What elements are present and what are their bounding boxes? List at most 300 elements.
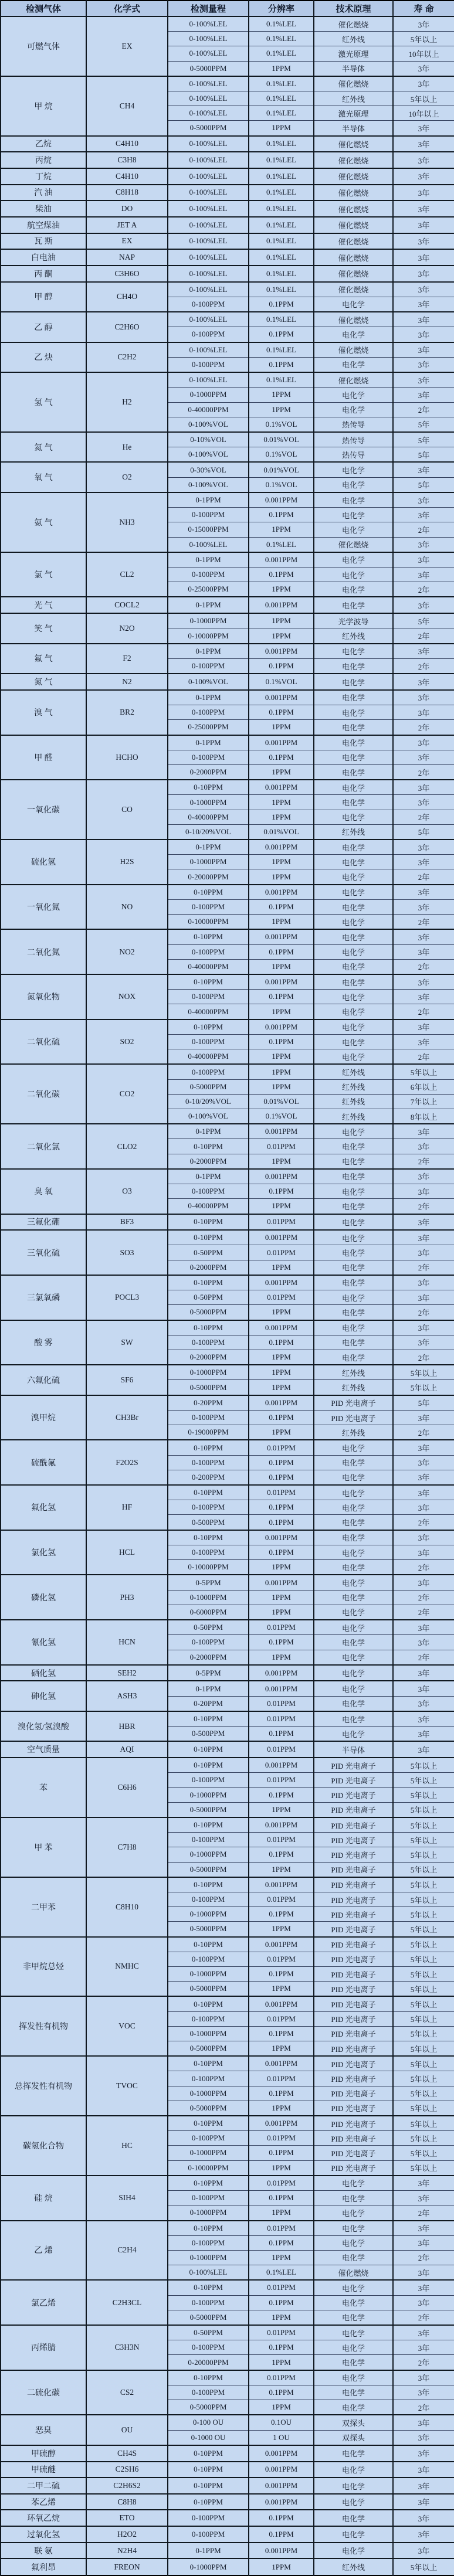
principle-cell: PID 光电离子 <box>314 1982 393 1997</box>
gas-name-cell: 一氧化碳 <box>1 780 86 840</box>
table-row <box>1 1758 454 1773</box>
table-row <box>1 76 454 91</box>
life-cell: 3年 <box>393 1727 454 1742</box>
range-cell: 0-50PPM <box>168 1290 249 1305</box>
range-cell: 0-1000PPM <box>168 1365 249 1380</box>
range-cell: 0-1000PPM <box>168 613 249 628</box>
formula-cell: NO2 <box>86 929 168 974</box>
range-cell: 0-1000PPM <box>168 1590 249 1605</box>
life-cell: 3年 <box>393 2221 454 2236</box>
range-cell: 0-20PPM <box>168 1395 249 1411</box>
life-cell: 3年 <box>393 735 454 750</box>
resolution-cell: 0.1PPM <box>249 327 314 342</box>
range-cell: 0-100PPM <box>168 2011 249 2026</box>
table-row <box>1 372 454 388</box>
gas-name-cell: 氮 气 <box>1 674 86 690</box>
resolution-cell: 0.1PPM <box>249 2235 314 2250</box>
principle-cell: 电化学 <box>314 582 393 597</box>
resolution-cell: 0.01PPM <box>249 1620 314 1635</box>
gas-name-cell: 联 氨 <box>1 2543 86 2559</box>
range-cell: 0-5000PPM <box>168 1802 249 1817</box>
table-row <box>1 1214 454 1231</box>
formula-cell: CH4 <box>86 76 168 136</box>
resolution-cell: 1PPM <box>249 1605 314 1620</box>
gas-name-cell: 非甲烷总烃 <box>1 1937 86 1997</box>
table-row <box>1 1996 454 2011</box>
range-cell: 0-100PPM <box>168 1635 249 1650</box>
life-cell: 3年 <box>393 929 454 944</box>
resolution-cell: 0.01%VOL <box>249 432 314 447</box>
life-cell: 3年 <box>393 1335 454 1350</box>
principle-cell: PID 光电离子 <box>314 1937 393 1952</box>
life-cell: 3年 <box>393 462 454 477</box>
principle-cell: 电化学 <box>314 674 393 690</box>
table-row <box>1 2445 454 2462</box>
col-header-range: 检测量程 <box>168 1 249 16</box>
resolution-cell: 0.1PPM <box>249 508 314 522</box>
principle-cell: 电化学 <box>314 1350 393 1365</box>
principle-cell: 红外线 <box>314 628 393 644</box>
gas-name-cell: 甲 烷 <box>1 76 86 136</box>
resolution-cell: 0.1PPM <box>249 1184 314 1199</box>
gas-name-cell: 氯乙烯 <box>1 2280 86 2325</box>
gas-name-cell: 氟利昂 <box>1 2558 86 2575</box>
resolution-cell: 0.1%VOL <box>249 477 314 492</box>
range-cell: 0-30%VOL <box>168 462 249 477</box>
resolution-cell: 0.001PPM <box>249 1937 314 1952</box>
resolution-cell: 1PPM <box>249 1590 314 1605</box>
life-cell: 3年 <box>393 2510 454 2526</box>
resolution-cell: 1PPM <box>249 1380 314 1395</box>
range-cell: 0-100%LEL <box>168 233 249 250</box>
life-cell: 3年 <box>393 974 454 990</box>
table-row <box>1 2478 454 2494</box>
gas-name-cell: 二甲苯 <box>1 1877 86 1937</box>
resolution-cell: 0.01PPM <box>249 1711 314 1727</box>
resolution-cell: 0.001PPM <box>249 1817 314 1833</box>
col-header-resolution: 分辨率 <box>249 1 314 16</box>
gas-name-cell: 臭 氧 <box>1 1169 86 1214</box>
range-cell: 0-1PPM <box>168 1169 249 1184</box>
range-cell: 0-1PPM <box>168 840 249 855</box>
formula-cell: CL2 <box>86 552 168 597</box>
principle-cell: 电化学 <box>314 2221 393 2236</box>
resolution-cell: 0.01PPM <box>249 2011 314 2026</box>
resolution-cell: 1PPM <box>249 1049 314 1065</box>
range-cell: 0-100PPM <box>168 705 249 720</box>
gas-name-cell: 硒化氢 <box>1 1665 86 1681</box>
resolution-cell: 0.1PPM <box>249 1635 314 1650</box>
life-cell: 2年 <box>393 1515 454 1530</box>
resolution-cell: 0.001PPM <box>249 2462 314 2478</box>
table-row <box>1 2056 454 2071</box>
resolution-cell: 0.001PPM <box>249 552 314 567</box>
table-row <box>1 597 454 613</box>
life-cell: 2年 <box>393 1049 454 1065</box>
life-cell: 3年 <box>393 674 454 690</box>
formula-cell: JET A <box>86 217 168 233</box>
principle-cell: 电化学 <box>314 2355 393 2370</box>
resolution-cell: 0.1PPM <box>249 2086 314 2101</box>
resolution-cell: 0.1%LEL <box>249 217 314 233</box>
principle-cell: 电化学 <box>314 357 393 372</box>
resolution-cell: 0.01PPM <box>249 2176 314 2191</box>
formula-cell: C8H8 <box>86 2494 168 2510</box>
range-cell: 0-10/20%VOL <box>168 824 249 840</box>
resolution-cell: 1PPM <box>249 522 314 537</box>
life-cell: 5年以上 <box>393 1862 454 1877</box>
life-cell: 3年 <box>393 1530 454 1545</box>
principle-cell: 电化学 <box>314 915 393 930</box>
resolution-cell: 0.1PPM <box>249 2026 314 2041</box>
life-cell: 3年 <box>393 2235 454 2250</box>
resolution-cell: 1PPM <box>249 1922 314 1937</box>
principle-cell: 催化燃烧 <box>314 168 393 185</box>
resolution-cell: 0.01PPM <box>249 2370 314 2385</box>
gas-name-cell: 氨 气 <box>1 492 86 552</box>
formula-cell: CS2 <box>86 2370 168 2415</box>
formula-cell: NAP <box>86 249 168 266</box>
range-cell: 0-5000PPM <box>168 2101 249 2116</box>
life-cell: 5年以上 <box>393 2011 454 2026</box>
principle-cell: 电化学 <box>314 1290 393 1305</box>
resolution-cell: 0.001PPM <box>249 974 314 990</box>
table-row <box>1 168 454 185</box>
gas-name-cell: 甲 醛 <box>1 735 86 780</box>
resolution-cell: 0.01PPM <box>249 1485 314 1500</box>
range-cell: 0-40000PPM <box>168 1199 249 1214</box>
table-row <box>1 185 454 201</box>
table-row <box>1 136 454 152</box>
life-cell: 5年以上 <box>393 1877 454 1892</box>
gas-name-cell: 一氧化氮 <box>1 885 86 930</box>
gas-name-cell: 丁烷 <box>1 168 86 185</box>
life-cell: 3年 <box>393 2265 454 2281</box>
gas-name-cell: 甲 苯 <box>1 1817 86 1877</box>
resolution-cell: 1PPM <box>249 1425 314 1440</box>
formula-cell: C2H3CL <box>86 2280 168 2325</box>
principle-cell: 电化学 <box>314 1260 393 1275</box>
life-cell: 5年以上 <box>393 1758 454 1773</box>
range-cell: 0-100PPM <box>168 297 249 312</box>
resolution-cell: 0.001PPM <box>249 780 314 795</box>
principle-cell: 电化学 <box>314 1169 393 1184</box>
principle-cell: 电化学 <box>314 2494 393 2510</box>
range-cell: 0-100%LEL <box>168 282 249 297</box>
table-row <box>1 1019 454 1035</box>
range-cell: 0-100PPM <box>168 1034 249 1049</box>
gas-name-cell: 磷化氢 <box>1 1575 86 1620</box>
range-cell: 0-10PPM <box>168 2056 249 2071</box>
resolution-cell: 1PPM <box>249 1154 314 1169</box>
resolution-cell: 0.1PPM <box>249 2510 314 2526</box>
range-cell: 0-10PPM <box>168 2116 249 2131</box>
principle-cell: 电化学 <box>314 1275 393 1290</box>
principle-cell: 电化学 <box>314 2400 393 2415</box>
life-cell: 5年以上 <box>393 1847 454 1862</box>
life-cell: 2年 <box>393 2205 454 2221</box>
life-cell: 5年 <box>393 1395 454 1411</box>
formula-cell: NOX <box>86 974 168 1019</box>
resolution-cell: 1 OU <box>249 2430 314 2445</box>
gas-name-cell: 溴化氢/氢溴酸 <box>1 1711 86 1742</box>
life-cell: 3年 <box>393 1620 454 1635</box>
range-cell: 0-500PPM <box>168 1515 249 1530</box>
life-cell: 2年 <box>393 810 454 824</box>
resolution-cell: 0.1%LEL <box>249 266 314 282</box>
principle-cell: 电化学 <box>314 327 393 342</box>
range-cell: 0-50PPM <box>168 2325 249 2340</box>
resolution-cell: 0.01PPM <box>249 2280 314 2295</box>
resolution-cell: 1PPM <box>249 1199 314 1214</box>
life-cell: 3年 <box>393 2430 454 2445</box>
range-cell: 0-100PPM <box>168 327 249 342</box>
life-cell: 2年 <box>393 1425 454 1440</box>
formula-cell: AQI <box>86 1741 168 1758</box>
principle-cell: 红外线 <box>314 1109 393 1124</box>
gas-name-cell: 苯乙烯 <box>1 2494 86 2510</box>
resolution-cell: 0.1PPM <box>249 1411 314 1425</box>
range-cell: 0-40000PPM <box>168 1049 249 1065</box>
life-cell: 2年 <box>393 402 454 417</box>
life-cell: 3年 <box>393 2280 454 2295</box>
life-cell: 3年 <box>393 1184 454 1199</box>
range-cell: 0-100PPM <box>168 1500 249 1515</box>
table-row <box>1 1275 454 1290</box>
range-cell: 0-20000PPM <box>168 2355 249 2370</box>
life-cell: 2年 <box>393 1004 454 1019</box>
resolution-cell: 0.1PPM <box>249 944 314 959</box>
life-cell: 3年 <box>393 1741 454 1758</box>
life-cell: 2年 <box>393 658 454 674</box>
life-cell: 3年 <box>393 1455 454 1470</box>
table-row <box>1 2526 454 2543</box>
life-cell: 5年以上 <box>393 1365 454 1380</box>
life-cell: 3年 <box>393 990 454 1004</box>
range-cell: 0-5PPM <box>168 1575 249 1590</box>
table-row <box>1 613 454 628</box>
principle-cell: PID 光电离子 <box>314 2011 393 2026</box>
range-cell: 0-1000PPM <box>168 2250 249 2265</box>
principle-cell: PID 光电离子 <box>314 2071 393 2086</box>
gas-name-cell: 二氧化硫 <box>1 1019 86 1065</box>
range-cell: 0-1000PPM <box>168 2205 249 2221</box>
gas-name-cell: 三氧化硫 <box>1 1230 86 1275</box>
life-cell: 5年以上 <box>393 2086 454 2101</box>
range-cell: 0-100PPM <box>168 1545 249 1560</box>
principle-cell: 电化学 <box>314 944 393 959</box>
range-cell: 0-25000PPM <box>168 582 249 597</box>
principle-cell: 电化学 <box>314 658 393 674</box>
range-cell: 0-100PPM <box>168 2235 249 2250</box>
principle-cell: 电化学 <box>314 1545 393 1560</box>
principle-cell: 电化学 <box>314 1711 393 1727</box>
table-row <box>1 1169 454 1184</box>
gas-name-cell: 氯 气 <box>1 552 86 597</box>
life-cell: 3年 <box>393 1124 454 1139</box>
resolution-cell: 1PPM <box>249 855 314 869</box>
life-cell: 3年 <box>393 567 454 582</box>
life-cell: 8年以上 <box>393 1109 454 1124</box>
resolution-cell: 1PPM <box>249 2310 314 2325</box>
principle-cell: 电化学 <box>314 750 393 764</box>
table-row <box>1 780 454 795</box>
resolution-cell: 1PPM <box>249 2355 314 2370</box>
principle-cell: 热传导 <box>314 432 393 447</box>
life-cell: 3年 <box>393 690 454 705</box>
formula-cell: C8H10 <box>86 1877 168 1937</box>
principle-cell: 电化学 <box>314 1500 393 1515</box>
principle-cell: 热传导 <box>314 417 393 432</box>
life-cell: 3年 <box>393 327 454 342</box>
range-cell: 0-1000PPM <box>168 1847 249 1862</box>
resolution-cell: 1PPM <box>249 1560 314 1575</box>
resolution-cell: 1PPM <box>249 2205 314 2221</box>
range-cell: 0-10PPM <box>168 1139 249 1154</box>
principle-cell: PID 光电离子 <box>314 1773 393 1787</box>
life-cell: 3年 <box>393 2478 454 2494</box>
table-row <box>1 840 454 855</box>
resolution-cell: 0.001PPM <box>249 2494 314 2510</box>
resolution-cell: 1PPM <box>249 1004 314 1019</box>
range-cell: 0-1PPM <box>168 1681 249 1696</box>
resolution-cell: 0.001PPM <box>249 1681 314 1696</box>
table-row <box>1 974 454 990</box>
resolution-cell: 0.1PPM <box>249 1907 314 1922</box>
principle-cell: 电化学 <box>314 2478 393 2494</box>
formula-cell: C8H18 <box>86 185 168 201</box>
resolution-cell: 0.1%LEL <box>249 249 314 266</box>
principle-cell: 电化学 <box>314 492 393 508</box>
gas-name-cell: 氧 气 <box>1 462 86 492</box>
resolution-cell: 0.1PPM <box>249 990 314 1004</box>
range-cell: 0-10/20%VOL <box>168 1094 249 1109</box>
life-cell: 3年 <box>393 1711 454 1727</box>
resolution-cell: 1PPM <box>249 1802 314 1817</box>
table-row <box>1 2462 454 2478</box>
life-cell: 3年 <box>393 1411 454 1425</box>
principle-cell: 电化学 <box>314 990 393 1004</box>
life-cell: 5年以上 <box>393 1952 454 1966</box>
principle-cell: PID 光电离子 <box>314 2131 393 2146</box>
range-cell: 0-100PPM <box>168 1952 249 1966</box>
formula-cell: C2H2 <box>86 342 168 373</box>
life-cell: 3年 <box>393 1696 454 1711</box>
principle-cell: 电化学 <box>314 1305 393 1320</box>
formula-cell: CO <box>86 780 168 840</box>
formula-cell: O2 <box>86 462 168 492</box>
gas-name-cell: 二氧化氯 <box>1 1124 86 1169</box>
table-row <box>1 217 454 233</box>
range-cell: 0-5000PPM <box>168 121 249 136</box>
range-cell: 0-100PPM <box>168 2510 249 2526</box>
range-cell: 0-1000PPM <box>168 855 249 869</box>
life-cell: 3年 <box>393 61 454 76</box>
principle-cell: 催化燃烧 <box>314 312 393 327</box>
resolution-cell: 0.01PPM <box>249 1139 314 1154</box>
life-cell: 3年 <box>393 1139 454 1154</box>
table-row <box>1 2116 454 2131</box>
life-cell: 3年 <box>393 2370 454 2385</box>
principle-cell: 电化学 <box>314 1049 393 1065</box>
gas-name-cell: 白电油 <box>1 249 86 266</box>
range-cell: 0-100%LEL <box>168 185 249 201</box>
resolution-cell: 0.001PPM <box>249 492 314 508</box>
range-cell: 0-100PPM <box>168 1833 249 1847</box>
table-row <box>1 1681 454 1696</box>
resolution-cell: 0.1%LEL <box>249 2265 314 2281</box>
resolution-cell: 0.1%LEL <box>249 233 314 250</box>
principle-cell: PID 光电离子 <box>314 1862 393 1877</box>
range-cell: 0-5000PPM <box>168 1862 249 1877</box>
table-row <box>1 1741 454 1758</box>
formula-cell: He <box>86 432 168 463</box>
life-cell: 3年 <box>393 2543 454 2559</box>
resolution-cell: 0.1%VOL <box>249 674 314 690</box>
resolution-cell: 1PPM <box>249 915 314 930</box>
table-row <box>1 342 454 358</box>
resolution-cell: 0.001PPM <box>249 2056 314 2071</box>
principle-cell: 电化学 <box>314 1320 393 1335</box>
range-cell: 0-10PPM <box>168 1214 249 1231</box>
table-row <box>1 885 454 900</box>
principle-cell: 电化学 <box>314 1019 393 1035</box>
resolution-cell: 0.001PPM <box>249 1575 314 1590</box>
principle-cell: 电化学 <box>314 2510 393 2526</box>
life-cell: 5年以上 <box>393 1982 454 1997</box>
resolution-cell: 1PPM <box>249 764 314 780</box>
table-row <box>1 1877 454 1892</box>
range-cell: 0-10PPM <box>168 1711 249 1727</box>
resolution-cell: 0.1%LEL <box>249 136 314 152</box>
formula-cell: C2SH6 <box>86 2462 168 2478</box>
principle-cell: PID 光电离子 <box>314 2041 393 2056</box>
gas-name-cell: 甲 醇 <box>1 282 86 312</box>
formula-cell: ETO <box>86 2510 168 2526</box>
formula-cell: N2H4 <box>86 2543 168 2559</box>
gas-name-cell: 溴甲烷 <box>1 1395 86 1440</box>
range-cell: 0-100PPM <box>168 2191 249 2205</box>
range-cell: 0-10PPM <box>168 2462 249 2478</box>
formula-cell: CLO2 <box>86 1124 168 1169</box>
resolution-cell: 0.01PPM <box>249 1952 314 1966</box>
life-cell: 5年以上 <box>393 32 454 46</box>
table-row <box>1 690 454 705</box>
range-cell: 0-100%LEL <box>168 106 249 121</box>
table-row <box>1 1575 454 1590</box>
range-cell: 0-5000PPM <box>168 2400 249 2415</box>
range-cell: 0-10PPM <box>168 1320 249 1335</box>
principle-cell: PID 光电离子 <box>314 2160 393 2176</box>
formula-cell: NH3 <box>86 492 168 552</box>
life-cell: 3年 <box>393 885 454 900</box>
range-cell: 0-100%LEL <box>168 168 249 185</box>
formula-cell: C4H10 <box>86 136 168 152</box>
table-row <box>1 735 454 750</box>
principle-cell: PID 光电离子 <box>314 1922 393 1937</box>
principle-cell: 电化学 <box>314 1139 393 1154</box>
life-cell: 3年 <box>393 152 454 168</box>
formula-cell: FREON <box>86 2558 168 2575</box>
life-cell: 2年 <box>393 1605 454 1620</box>
principle-cell: 电化学 <box>314 2445 393 2462</box>
principle-cell: 电化学 <box>314 690 393 705</box>
range-cell: 0-5000PPM <box>168 2041 249 2056</box>
principle-cell: 电化学 <box>314 810 393 824</box>
range-cell: 0-10000PPM <box>168 1560 249 1575</box>
life-cell: 3年 <box>393 2191 454 2205</box>
life-cell: 3年 <box>393 2385 454 2400</box>
